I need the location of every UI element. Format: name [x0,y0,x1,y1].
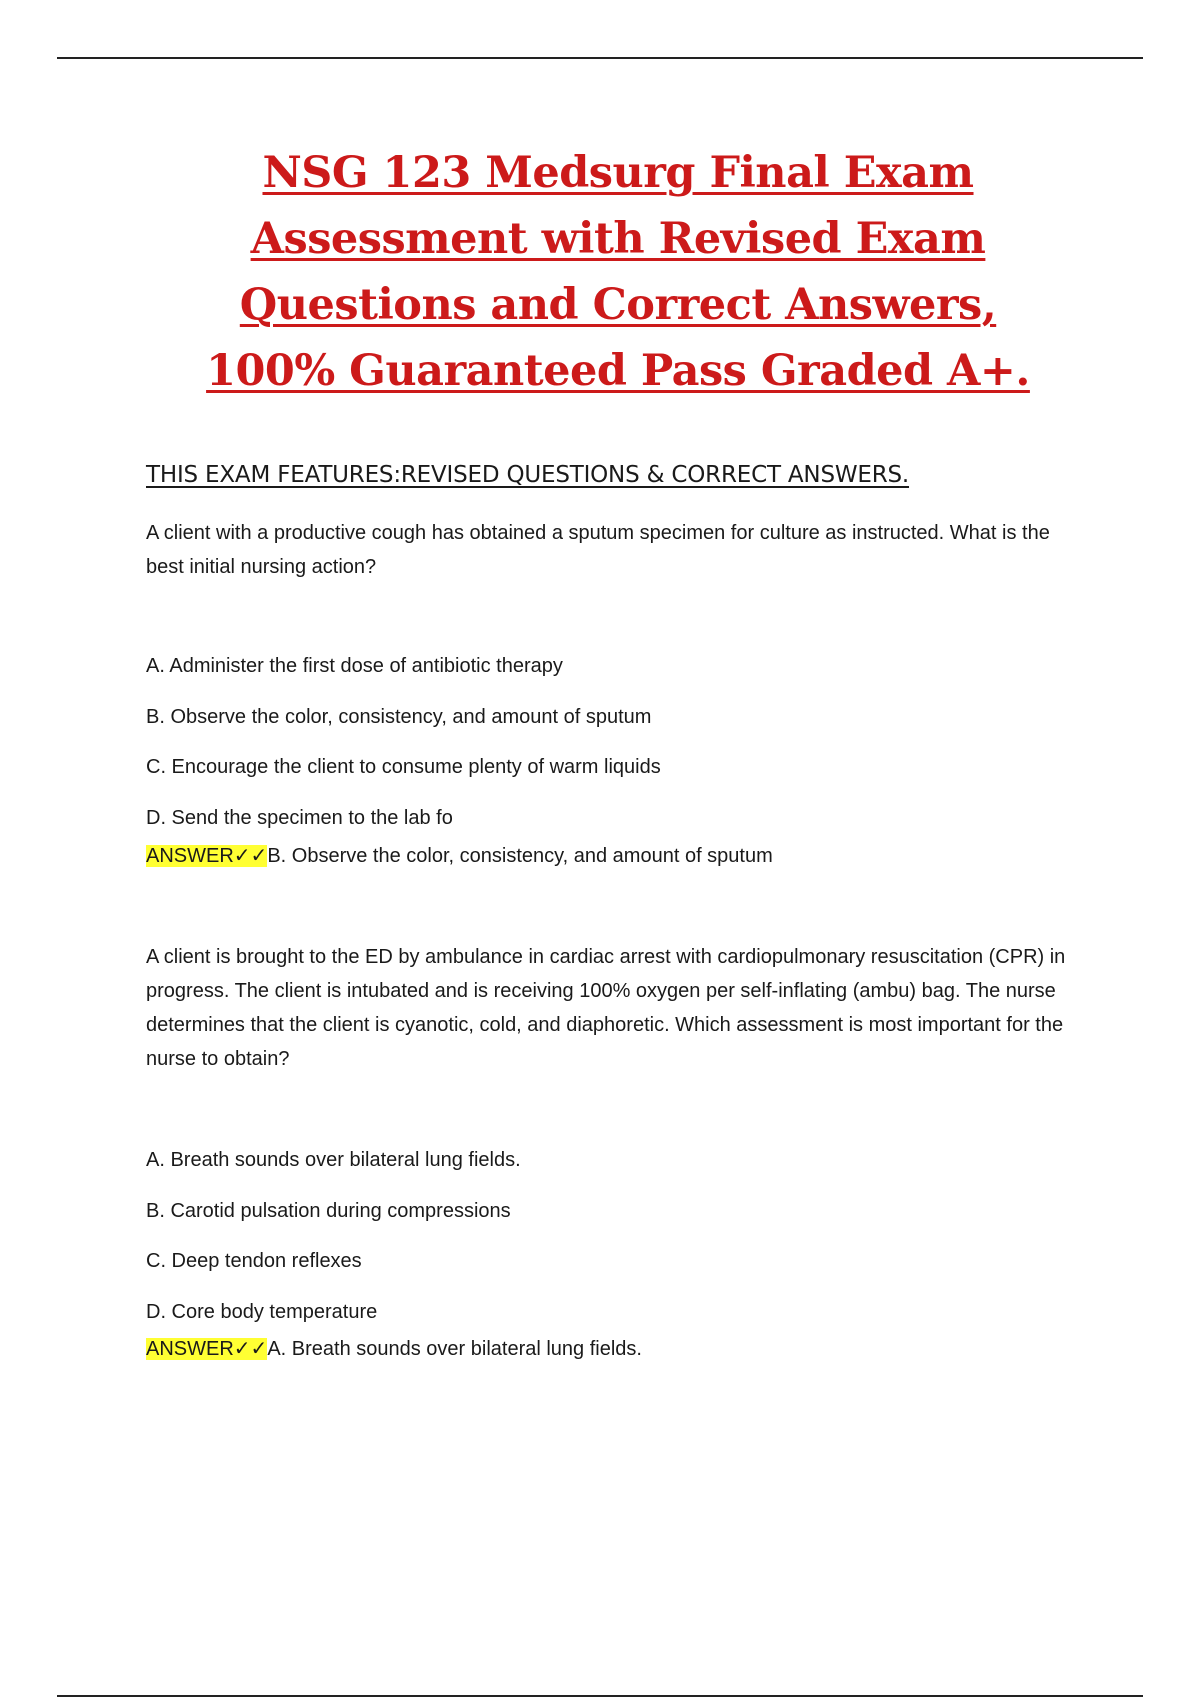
question-1-answer-text: B. Observe the color, consistency, and amount of sputum [267,845,773,867]
question-2-option-d: D. Core body temperature [146,1301,378,1323]
question-2-answer [146,1335,642,1363]
document-title [0,140,1200,404]
question-2-stem: A client is brought to the ED by ambulance in cardiac arrest with cardiopulmonary resuscitation (CPR) in progress. The client is intubated and is receiving 100% oxygen per self-inflating (ambu) bag. The nurse determines that the client is cyanotic, cold, and diaphoretic. Which assessment is most important for the nurse to obtain? [146,946,1066,1070]
title-line-1: NSG 123 Medsurg Final Exam [262,148,974,198]
features-heading: THIS EXAM FEATURES:REVISED QUESTIONS & CORRECT ANSWERS. [146,462,910,488]
question-2-option-c: C. Deep tendon reflexes [146,1250,362,1272]
answer-label-highlight: ANSWER✓✓ [146,1338,268,1360]
question-1-stem: A client with a productive cough has obtained a sputum specimen for culture as instructed. What is the best initial nursing action? [146,522,1050,578]
question-1-answer [146,842,773,870]
answer-label-highlight: ANSWER✓✓ [146,845,268,867]
question-1-option-d: D. Send the specimen to the lab fo [146,807,453,829]
question-1-option-a: A. Administer the first dose of antibiotic therapy [146,655,563,677]
title-line-2: Assessment with Revised Exam [250,214,986,264]
question-2-option-a: A. Breath sounds over bilateral lung fields. [146,1149,521,1171]
question-2-answer-text: A. Breath sounds over bilateral lung fields. [267,1338,642,1360]
title-line-4: 100% Guaranteed Pass Graded A+. [206,346,1030,396]
bottom-divider [57,1695,1143,1697]
question-2-option-b: B. Carotid pulsation during compressions [146,1200,511,1222]
top-divider [57,57,1143,59]
title-line-3: Questions and Correct Answers, [239,280,997,330]
question-1-option-b: B. Observe the color, consistency, and amount of sputum [146,706,652,728]
question-1-option-c: C. Encourage the client to consume plenty of warm liquids [146,756,661,778]
